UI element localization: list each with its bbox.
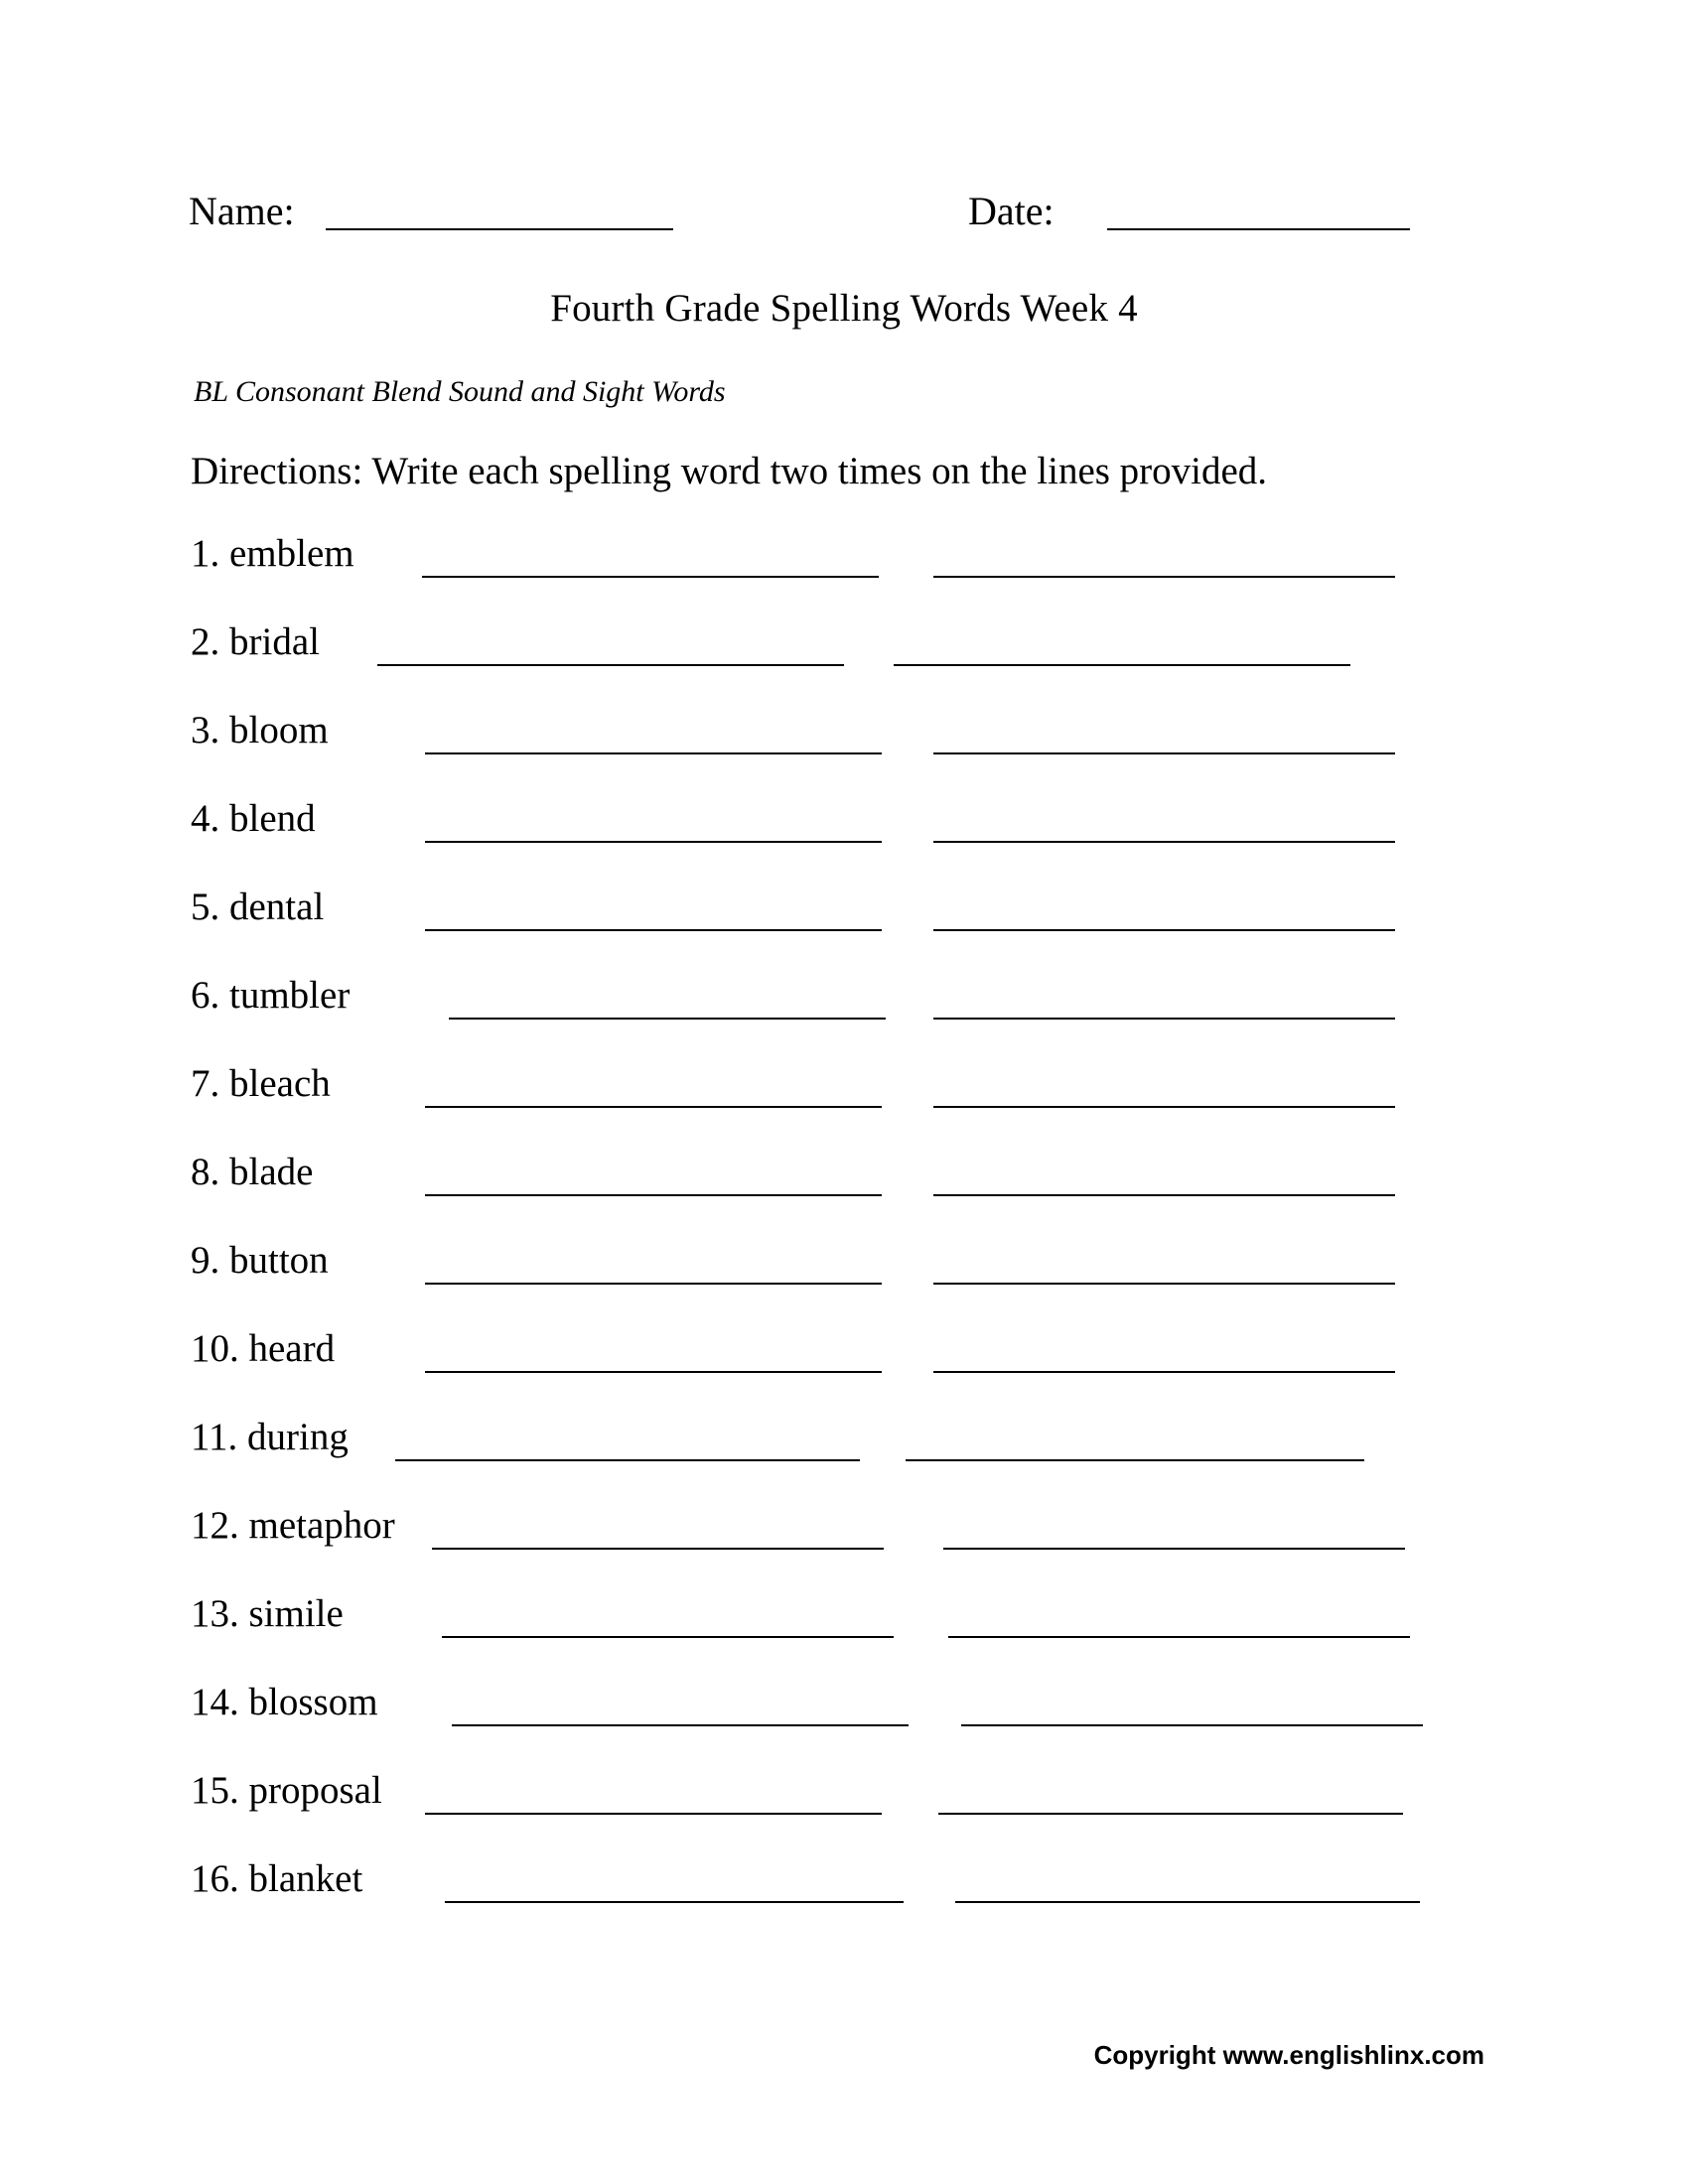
page-subtitle: BL Consonant Blend Sound and Sight Words bbox=[194, 375, 726, 408]
practice-blank-line[interactable] bbox=[452, 1724, 909, 1726]
practice-blank-line[interactable] bbox=[943, 1548, 1405, 1550]
copyright-notice: Copyright www.englishlinx.com bbox=[1093, 2040, 1484, 2070]
practice-blank-line[interactable] bbox=[425, 1106, 882, 1108]
practice-blank-line[interactable] bbox=[933, 1283, 1395, 1285]
practice-blank-line[interactable] bbox=[422, 576, 879, 578]
word-row bbox=[0, 1502, 1688, 1590]
word-label: 13. simile bbox=[191, 1592, 344, 1635]
practice-blank-line[interactable] bbox=[395, 1459, 860, 1461]
practice-blank-line[interactable] bbox=[442, 1636, 894, 1638]
word-row bbox=[0, 618, 1688, 707]
word-row bbox=[0, 884, 1688, 972]
word-label: 1. emblem bbox=[191, 532, 354, 575]
word-row bbox=[0, 1767, 1688, 1855]
practice-blank-line[interactable] bbox=[933, 576, 1395, 578]
word-label: 3. bloom bbox=[191, 709, 329, 751]
practice-blank-line[interactable] bbox=[425, 1194, 882, 1196]
word-label: 14. blossom bbox=[191, 1681, 378, 1723]
practice-blank-line[interactable] bbox=[955, 1901, 1420, 1903]
word-label: 16. blanket bbox=[191, 1857, 363, 1900]
name-label: Name: bbox=[189, 189, 295, 233]
practice-blank-line[interactable] bbox=[933, 1371, 1395, 1373]
practice-blank-line[interactable] bbox=[432, 1548, 884, 1550]
word-label: 10. heard bbox=[191, 1327, 336, 1370]
date-blank-line[interactable] bbox=[1107, 228, 1410, 230]
practice-blank-line[interactable] bbox=[449, 1018, 886, 1020]
practice-blank-line[interactable] bbox=[933, 752, 1395, 754]
word-label: 12. metaphor bbox=[191, 1504, 395, 1547]
practice-blank-line[interactable] bbox=[377, 664, 844, 666]
practice-blank-line[interactable] bbox=[933, 1018, 1395, 1020]
practice-blank-line[interactable] bbox=[425, 1371, 882, 1373]
word-row bbox=[0, 1060, 1688, 1149]
name-blank-line[interactable] bbox=[326, 228, 673, 230]
practice-blank-line[interactable] bbox=[425, 1813, 882, 1815]
word-row bbox=[0, 1414, 1688, 1502]
practice-blank-line[interactable] bbox=[938, 1813, 1403, 1815]
word-row bbox=[0, 972, 1688, 1060]
word-row bbox=[0, 1590, 1688, 1679]
practice-blank-line[interactable] bbox=[425, 1283, 882, 1285]
practice-blank-line[interactable] bbox=[961, 1724, 1423, 1726]
practice-blank-line[interactable] bbox=[425, 929, 882, 931]
word-row bbox=[0, 1855, 1688, 1944]
word-label: 4. blend bbox=[191, 797, 316, 840]
date-label: Date: bbox=[968, 189, 1055, 233]
spelling-word-list bbox=[0, 530, 1688, 1944]
word-row bbox=[0, 707, 1688, 795]
word-row bbox=[0, 1149, 1688, 1237]
word-label: 15. proposal bbox=[191, 1769, 382, 1812]
word-row bbox=[0, 530, 1688, 618]
practice-blank-line[interactable] bbox=[933, 841, 1395, 843]
practice-blank-line[interactable] bbox=[894, 664, 1350, 666]
practice-blank-line[interactable] bbox=[948, 1636, 1410, 1638]
word-label: 2. bridal bbox=[191, 620, 320, 663]
practice-blank-line[interactable] bbox=[425, 752, 882, 754]
word-row bbox=[0, 1679, 1688, 1767]
word-label: 7. bleach bbox=[191, 1062, 331, 1105]
word-label: 6. tumbler bbox=[191, 974, 351, 1017]
practice-blank-line[interactable] bbox=[933, 929, 1395, 931]
practice-blank-line[interactable] bbox=[425, 841, 882, 843]
practice-blank-line[interactable] bbox=[933, 1194, 1395, 1196]
word-row bbox=[0, 1325, 1688, 1414]
word-label: 5. dental bbox=[191, 886, 325, 928]
name-date-row bbox=[189, 189, 1440, 238]
practice-blank-line[interactable] bbox=[906, 1459, 1364, 1461]
directions-text: Directions: Write each spelling word two times on the lines provided. bbox=[191, 450, 1268, 492]
page-title: Fourth Grade Spelling Words Week 4 bbox=[550, 287, 1138, 330]
word-label: 9. button bbox=[191, 1239, 329, 1282]
word-row bbox=[0, 795, 1688, 884]
practice-blank-line[interactable] bbox=[933, 1106, 1395, 1108]
practice-blank-line[interactable] bbox=[445, 1901, 904, 1903]
word-label: 8. blade bbox=[191, 1151, 314, 1193]
word-row bbox=[0, 1237, 1688, 1325]
word-label: 11. during bbox=[191, 1416, 349, 1458]
